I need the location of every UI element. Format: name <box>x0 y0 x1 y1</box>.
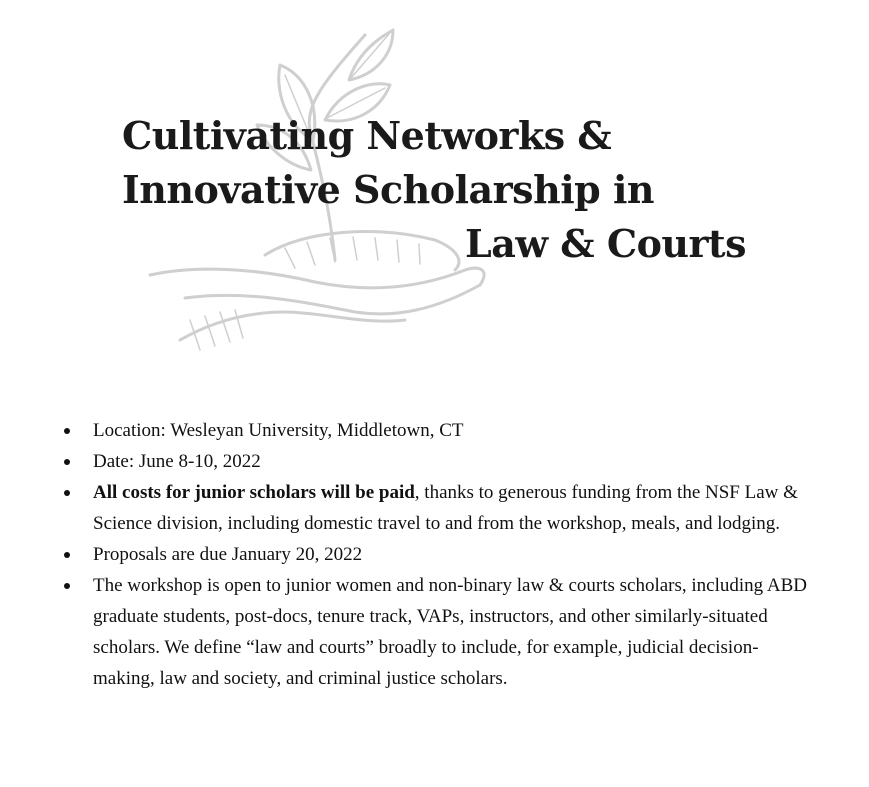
details-list <box>63 415 808 694</box>
list-item-date: Date: June 8-10, 2022 <box>63 446 808 477</box>
costs-text: , thanks to generous funding from the NSF Law & Science division, including domestic travel to and from the workshop, meals, and lodging. <box>93 482 798 534</box>
list-item-location: Location: Wesleyan University, Middletown, CT <box>63 415 808 446</box>
title-line-2: Innovative Scholarship in <box>122 167 655 212</box>
title-line-3: Law & Courts <box>465 221 747 266</box>
costs-bold-text: All costs for junior scholars will be paid <box>93 482 415 503</box>
list-item-eligibility: The workshop is open to junior women and non-binary law & courts scholars, including ABD graduate students, post-docs, tenure track, VAPs, instructors, and other similarly-situated scholars. We define “law and courts” broadly to include, for example, judicial decision-making, law and society, and criminal justice scholars. <box>63 570 808 694</box>
list-item-costs <box>63 477 808 539</box>
title-line-1: Cultivating Networks & <box>122 113 612 158</box>
list-item-proposals: Proposals are due January 20, 2022 <box>63 539 808 570</box>
